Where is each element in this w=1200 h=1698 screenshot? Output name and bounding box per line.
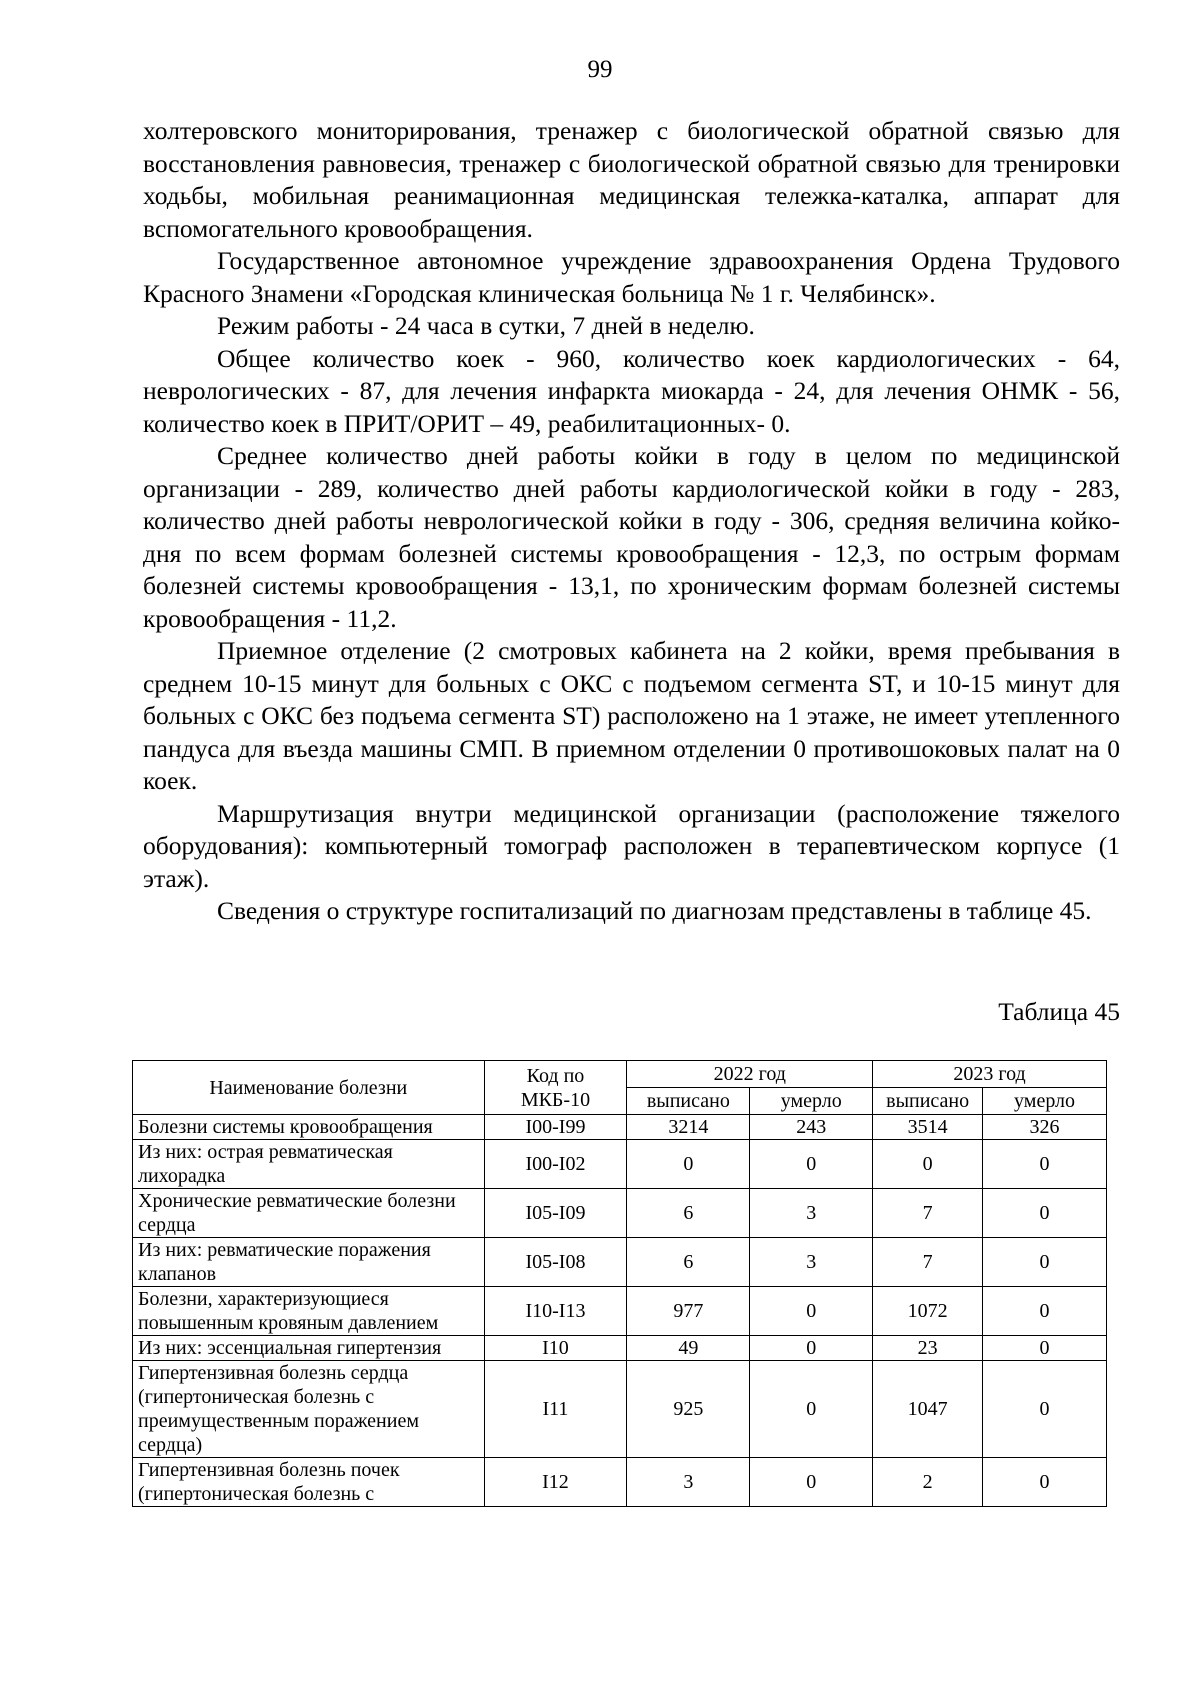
cell-icd-code: I10 [484,1336,627,1361]
paragraph: Приемное отделение (2 смотровых кабинета на 2 койки, время пребывания в среднем 10-15 минут для больных с ОКС с подъемом сегмента ST, и 10-15 минут для больных с ОКС без подъема сегмента ST) расположено на 1 этаже, не имеет утепленного пандуса для въезда машины СМП. В приемном отделении 0 противошоковых палат на 0 коек. [143,636,1120,795]
cell-icd-code: I00-I02 [484,1140,627,1189]
paragraph: холтеровского мониторирования, тренажер с биологической обратной связью для восстановления равновесия, тренажер с биологической обратной связью для тренировки ходьбы, мобильная реанимационная медицинская тележка-каталка, аппарат для вспомогательного кровообращения. [143,116,1120,243]
cell-discharged-2023: 7 [873,1189,983,1238]
cell-died-2022: 0 [750,1287,873,1336]
cell-discharged-2023: 1047 [873,1361,983,1458]
cell-died-2023: 0 [983,1336,1107,1361]
table-header-row [133,1061,1107,1088]
cell-discharged-2022: 6 [627,1238,750,1287]
cell-disease-name: Из них: эссенциальная гипертензия [133,1336,485,1361]
table-row [133,1115,1107,1140]
cell-died-2023: 0 [983,1189,1107,1238]
cell-died-2023: 0 [983,1287,1107,1336]
cell-died-2022: 243 [750,1115,873,1140]
hospitalization-table [132,1060,1107,1507]
cell-died-2022: 3 [750,1189,873,1238]
cell-disease-name: Болезни, характеризующиеся повышенным кровяным давлением [133,1287,485,1336]
cell-disease-name: Гипертензивная болезнь сердца (гипертоническая болезнь с преимущественным поражением сердца) [133,1361,485,1458]
cell-icd-code: I05-I09 [484,1189,627,1238]
cell-died-2022: 3 [750,1238,873,1287]
header-discharged-2022: выписано [627,1088,750,1115]
cell-discharged-2022: 3 [627,1458,750,1507]
cell-died-2023: 326 [983,1115,1107,1140]
cell-discharged-2023: 0 [873,1140,983,1189]
cell-discharged-2023: 2 [873,1458,983,1507]
table-row [133,1287,1107,1336]
table-row [133,1238,1107,1287]
cell-died-2023: 0 [983,1238,1107,1287]
cell-disease-name: Из них: ревматические поражения клапанов [133,1238,485,1287]
cell-icd-code: I12 [484,1458,627,1507]
cell-icd-code: I05-I08 [484,1238,627,1287]
cell-discharged-2022: 977 [627,1287,750,1336]
table-row [133,1189,1107,1238]
cell-disease-name: Гипертензивная болезнь почек (гипертоническая болезнь с [133,1458,485,1507]
cell-discharged-2023: 1072 [873,1287,983,1336]
cell-disease-name: Хронические ревматические болезни сердца [133,1189,485,1238]
cell-icd-code: I10-I13 [484,1287,627,1336]
paragraph: Сведения о структуре госпитализаций по диагнозам представлены в таблице 45. [217,896,1092,925]
header-died-2023: умерло [983,1088,1107,1115]
cell-discharged-2022: 925 [627,1361,750,1458]
page-number: 99 [587,56,613,83]
header-died-2022: умерло [750,1088,873,1115]
table-row [133,1140,1107,1189]
paragraph: Маршрутизация внутри медицинской организации (расположение тяжелого оборудования): компьютерный томограф расположен в терапевтическом корпусе (1 этаж). [143,798,1120,893]
cell-died-2023: 0 [983,1140,1107,1189]
header-disease-name: Наименование болезни [133,1061,485,1115]
paragraph: Государственное автономное учреждение здравоохранения Ордена Трудового Красного Знамени «Городская клиническая больница № 1 г. Челябинск». [143,246,1120,308]
cell-died-2022: 0 [750,1361,873,1458]
table-row [133,1361,1107,1458]
cell-discharged-2022: 0 [627,1140,750,1189]
cell-discharged-2022: 3214 [627,1115,750,1140]
paragraph: Среднее количество дней работы койки в году в целом по медицинской организации - 289, количество дней работы кардиологической койки в году - 283, количество дней работы неврологической койки в году - 306, средняя величина койко-дня по всем формам болезней системы кровообращения - 12,3, по острым формам болезней системы кровообращения - 13,1, по хроническим формам болезней системы кровообращения - 11,2. [143,441,1120,633]
cell-died-2023: 0 [983,1458,1107,1507]
table-row [133,1458,1107,1507]
cell-icd-code: I11 [484,1361,627,1458]
cell-died-2022: 0 [750,1336,873,1361]
paragraph: Режим работы - 24 часа в сутки, 7 дней в неделю. [217,311,755,340]
header-discharged-2023: выписано [873,1088,983,1115]
cell-discharged-2022: 6 [627,1189,750,1238]
cell-discharged-2023: 7 [873,1238,983,1287]
header-year-2022: 2022 год [627,1061,873,1088]
cell-discharged-2022: 49 [627,1336,750,1361]
cell-died-2022: 0 [750,1458,873,1507]
cell-discharged-2023: 23 [873,1336,983,1361]
body-text [143,115,1120,928]
cell-died-2022: 0 [750,1140,873,1189]
paragraph: Общее количество коек - 960, количество коек кардиологических - 64, неврологических - 87, для лечения инфаркта миокарда - 24, для лечения ОНМК - 56, количество коек в ПРИТ/ОРИТ – 49, реабилитационных- 0. [143,343,1120,438]
cell-discharged-2023: 3514 [873,1115,983,1140]
cell-icd-code: I00-I99 [484,1115,627,1140]
table-caption: Таблица 45 [998,997,1120,1026]
cell-disease-name: Из них: острая ревматическая лихорадка [133,1140,485,1189]
cell-disease-name: Болезни системы кровообращения [133,1115,485,1140]
header-year-2023: 2023 год [873,1061,1107,1088]
header-icd-code: Код по МКБ-10 [484,1061,627,1115]
cell-died-2023: 0 [983,1361,1107,1458]
table-row [133,1336,1107,1361]
